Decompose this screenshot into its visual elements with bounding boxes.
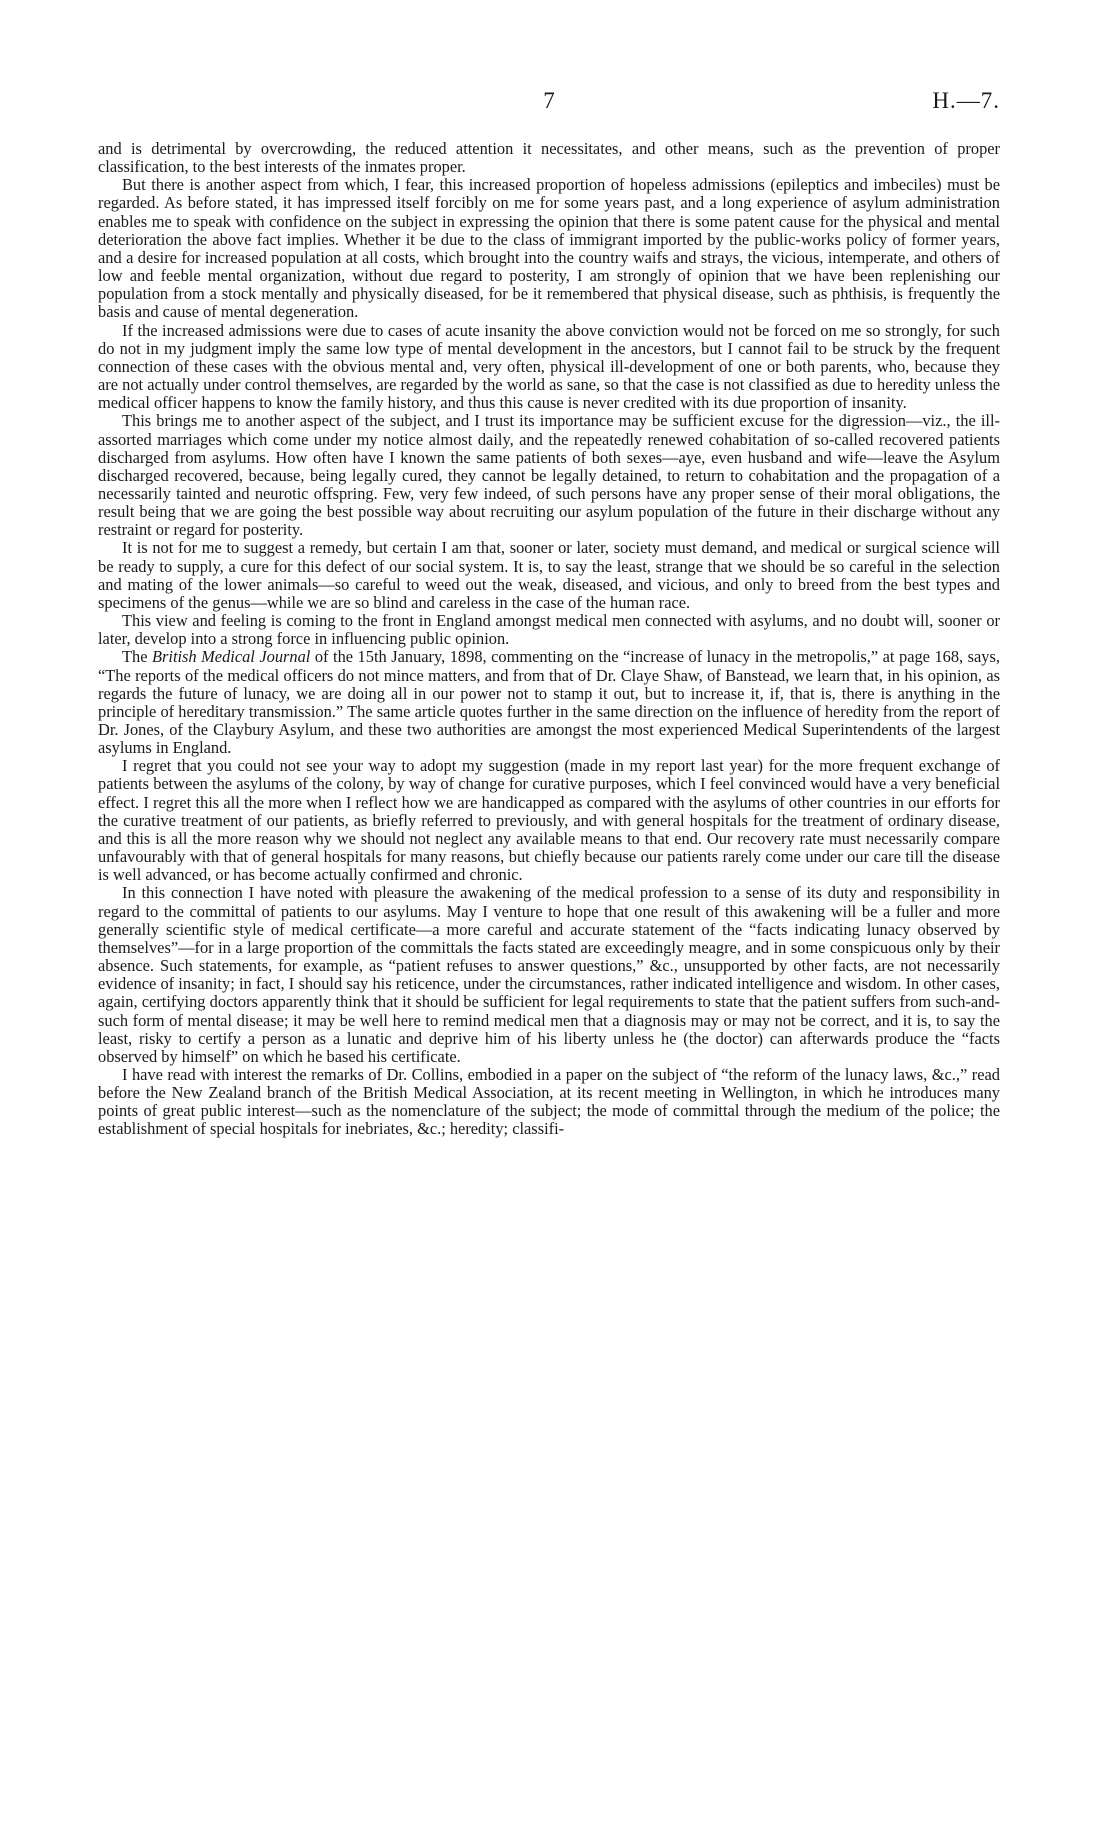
paragraph-continued: and is detrimental by overcrowding, the reduced attention it necessitates, and other means, such as the prevention of proper classification, to the best interests of the inmates proper.	[98, 139, 1000, 177]
paragraph: If the increased admissions were due to cases of acute insanity the above conviction would not be forced on me so strongly, for such do not in my judgment imply the same low type of mental development in the ancestors, but I cannot fail to be struck by the frequent connection of these cases with the obvious mental and, very often, physical ill-development of one or both parents, who, because they are not actually under control themselves, are regarded by the world as sane, so that the case is not classified as due to heredity unless the medical officer happens to know the family history, and thus this cause is never credited with its due proportion of insanity.	[98, 320, 1000, 413]
paragraph: But there is another aspect from which, I fear, this increased proportion of hopeless admissions (epileptics and imbeciles) must be regarded. As before stated, it has impressed itself forcibly on me for some years past, and a long experience of asylum administration enables me to speak with confidence on the subject in expressing the opinion that there is some patent cause for the physical and mental deterioration the above fact implies. Whether it be due to the class of immigrant imported by the public-works policy of former years, and a desire for increased population at all costs, which brought into the country waifs and strays, the vicious, intemperate, and others of low and feeble mental organization, without due regard to posterity, I am strongly of opinion that we have been replenishing our population from a stock mentally and physically diseased, for be it remembered that physical disease, such as phthisis, is frequently the basis and cause of mental degeneration.	[98, 175, 1000, 322]
paragraph: In this connection I have noted with pleasure the awakening of the medical profession to a sense of its duty and responsibility in regard to the committal of patients to our asylums. May I venture to hope that one result of this awakening will be a fuller and more generally scientific style of medical certificate—a more careful and accurate statement of the “facts indicating lunacy observed by themselves”—for in a large proportion of the committals the facts stated are exceedingly meagre, and in some conspicuous only by their absence. Such statements, for example, as “patient refuses to answer questions,” &c., unsupported by other facts, are not necessarily evidence of insanity; in fact, I should say his reticence, under the circumstances, rather indicated intelligence and wisdom. In other cases, again, certifying doctors apparently think that it should be sufficient for legal requirements to state that the patient suffers from such-and-such form of mental disease; it may be well here to remind medical men that a diagnosis may or may not be correct, and it is, to say the least, risky to certify a person as a lunatic and deprive him of his liberty unless he (the doctor) can afterwards produce the “facts observed by himself” on which he based his certificate.	[98, 883, 1000, 1066]
paragraph: I have read with interest the remarks of Dr. Collins, embodied in a paper on the subject of “the reform of the lunacy laws, &c.,” read before the New Zealand branch of the British Medical Association, at its recent meeting in Wellington, in which he introduces many points of great public interest—such as the nomenclature of the subject; the mode of committal through the medium of the police; the establishment of special hospitals for inebriates, &c.; heredity; classifi-	[98, 1064, 1000, 1139]
paragraph: I regret that you could not see your way to adopt my suggestion (made in my report last year) for the more frequent exchange of patients between the asylums of the colony, by way of change for curative purposes, which I feel convinced would have a very beneficial effect. I regret this all the more when I reflect how we are handicapped as compared with the asylums of other countries in our efforts for the curative treatment of our patients, as briefly referred to previously, and with general hospitals for the treatment of ordinary disease, and this is all the more reason why we should not neglect any available means to that end. Our recovery rate must necessarily compare unfavourably with that of general hospitals for many reasons, but chiefly because our patients rarely come under our care till the disease is well advanced, or has become actually confirmed and chronic.	[98, 756, 1000, 885]
paragraph-lead: The	[122, 647, 152, 667]
paragraph: This view and feeling is coming to the front in England amongst medical men connected with asylums, and no doubt will, sooner or later, develop into a strong force in influencing public opinion.	[98, 611, 1000, 649]
page-header	[98, 88, 1000, 118]
paragraph: It is not for me to suggest a remedy, but certain I am that, sooner or later, society must demand, and medical or surgical science will be ready to supply, a cure for this defect of our social system. It is, to say the least, strange that we should be so careful in the selection and mating of the lower animals—so careful to weed out the weak, diseased, and vicious, and only to breed from the best types and specimens of the genus—while we are so blind and careless in the case of the human race.	[98, 538, 1000, 612]
paragraph: This brings me to another aspect of the subject, and I trust its importance may be sufficient excuse for the digression—viz., the ill-assorted marriages which come under my notice almost daily, and the repeatedly renewed cohabitation of so-called recovered patients discharged from asylums. How often have I known the same patients of both sexes—aye, even husband and wife—leave the Asylum discharged recovered, because, being legally cured, they cannot be legally detained, to return to cohabitation and the propagation of a necessarily tainted and neurotic offspring. Few, very few indeed, of such persons have any proper sense of their moral obligations, the result being that we are going the best possible way about recruiting our asylum population of the future in their discharge without any restraint or regard for posterity.	[98, 411, 1000, 540]
page-number: 7	[543, 88, 555, 113]
body-text	[98, 140, 1000, 1139]
document-reference: H.—7.	[932, 88, 1000, 113]
paragraph-journal-quote	[98, 648, 1000, 757]
journal-title: British Medical Journal	[152, 647, 311, 667]
paragraph-rest: of the 15th January, 1898, commenting on the “increase of lunacy in the metropolis,” at page 168, says, “The reports of the medical officers do not mince matters, and from that of Dr. Claye Shaw, of Banstead, we learn that, in his opinion, as regards the future of lunacy, we are doing all in our power not to stamp it out, but to increase it, if, that is, there is anything in the principle of hereditary transmission.” The same article quotes further in the same direction on the influence of heredity from the report of Dr. Jones, of the Claybury Asylum, and these two authorities are amongst the most experienced Medical Superintendents of the largest asylums in England.	[98, 647, 1000, 758]
